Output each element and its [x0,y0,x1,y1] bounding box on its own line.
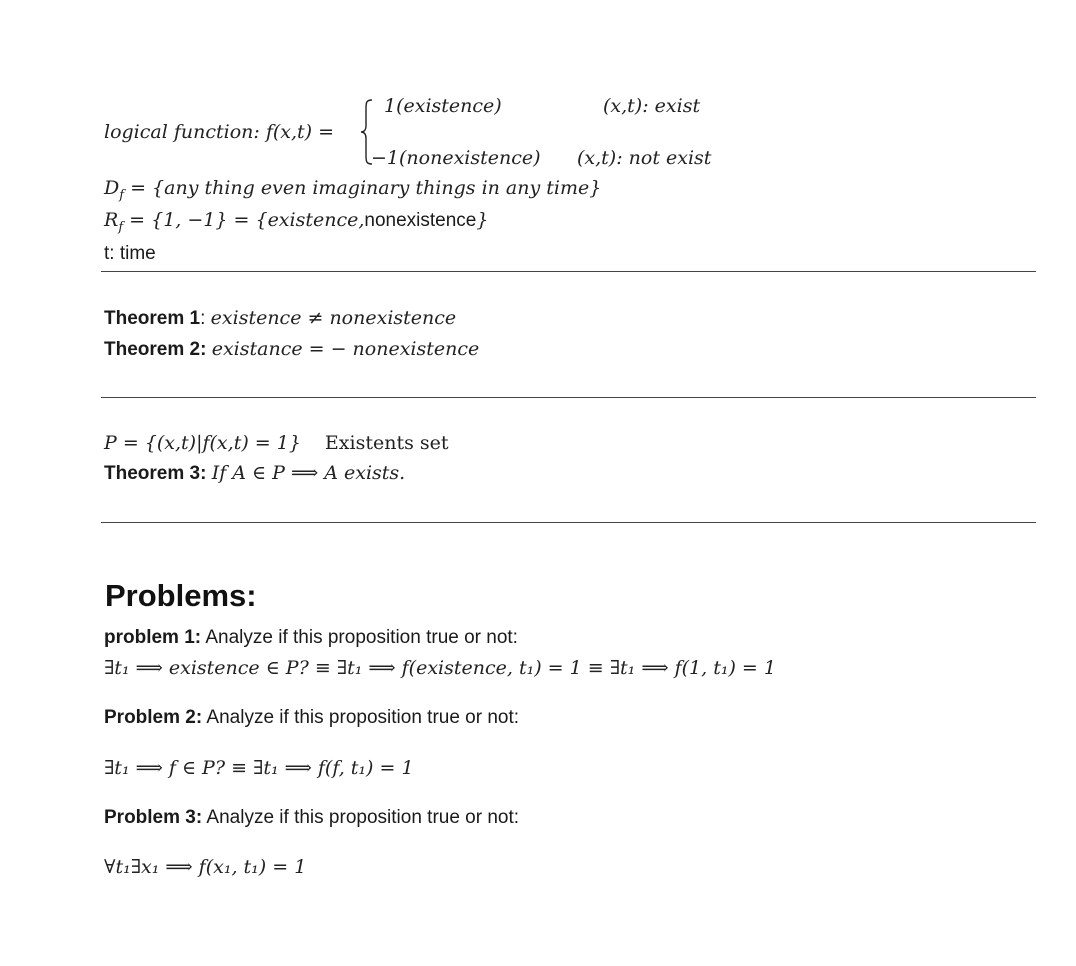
problem-1-text: Analyze if this proposition true or not: [201,627,518,648]
problem-1-expression: ∃t₁ ⟹ existence ∈ P? ≡ ∃t₁ ⟹ f(existence, t₁) = 1 ≡ ∃t₁ ⟹ f(1, t₁) = 1 [104,657,776,679]
problem-2-expression: ∃t₁ ⟹ f ∈ P? ≡ ∃t₁ ⟹ f(f, t₁) = 1 [104,757,414,779]
problem-3-label: Problem 3: [104,807,203,828]
theorem-1-expression: existence ≠ nonexistence [210,307,457,329]
theorem-2 [104,338,479,361]
divider-2 [101,397,1036,398]
range-word: nonexistence [364,210,477,231]
domain-symbol: D [104,177,120,199]
case2-condition: (x,t): not exist [577,147,712,169]
theorem-1-label: Theorem 1 [104,308,201,329]
divider-1 [101,271,1036,272]
theorem-1-colon: : [200,308,211,329]
domain-text: = {any thing even imaginary things in any time} [124,177,602,199]
set-definition: P = {(x,t)|f(x,t) = 1} [104,432,301,454]
problem-1-label: problem 1: [104,627,202,648]
problems-heading: Problems: [105,578,257,613]
theorem-2-expression: existance = − nonexistence [211,338,480,360]
logical-function-lhs: logical function: f(x,t) = [104,121,335,143]
case1-condition: (x,t): exist [603,95,701,117]
theorem-3-expression: If A ∈ P ⟹ A exists. [211,462,406,484]
theorem-1 [104,307,456,330]
range-close: } [476,209,489,231]
theorem-2-label: Theorem 2: [104,339,212,360]
range-definition [104,209,488,235]
problem-2-label: Problem 2: [104,707,203,728]
case2-value: −1(nonexistence) [371,147,541,169]
existents-set [104,432,449,454]
problem-2-text: Analyze if this proposition true or not: [202,707,520,728]
range-symbol: R [104,209,119,231]
domain-definition [104,177,601,203]
range-text: = {1, −1} = {existence, [123,209,365,231]
problem-1 [104,627,518,649]
set-name: Existents set [324,432,449,454]
domain-subscript: f [119,187,125,203]
problem-3-text: Analyze if this proposition true or not: [202,807,520,828]
time-note: t: time [104,243,156,264]
divider-3 [101,522,1036,523]
range-subscript: f [118,219,124,235]
problem-3 [104,807,519,829]
problem-3-expression: ∀t₁∃x₁ ⟹ f(x₁, t₁) = 1 [104,856,307,878]
theorem-3-label: Theorem 3: [104,463,212,484]
case1-value: 1(existence) [384,95,502,117]
theorem-3 [104,462,405,485]
problem-2 [104,707,519,729]
